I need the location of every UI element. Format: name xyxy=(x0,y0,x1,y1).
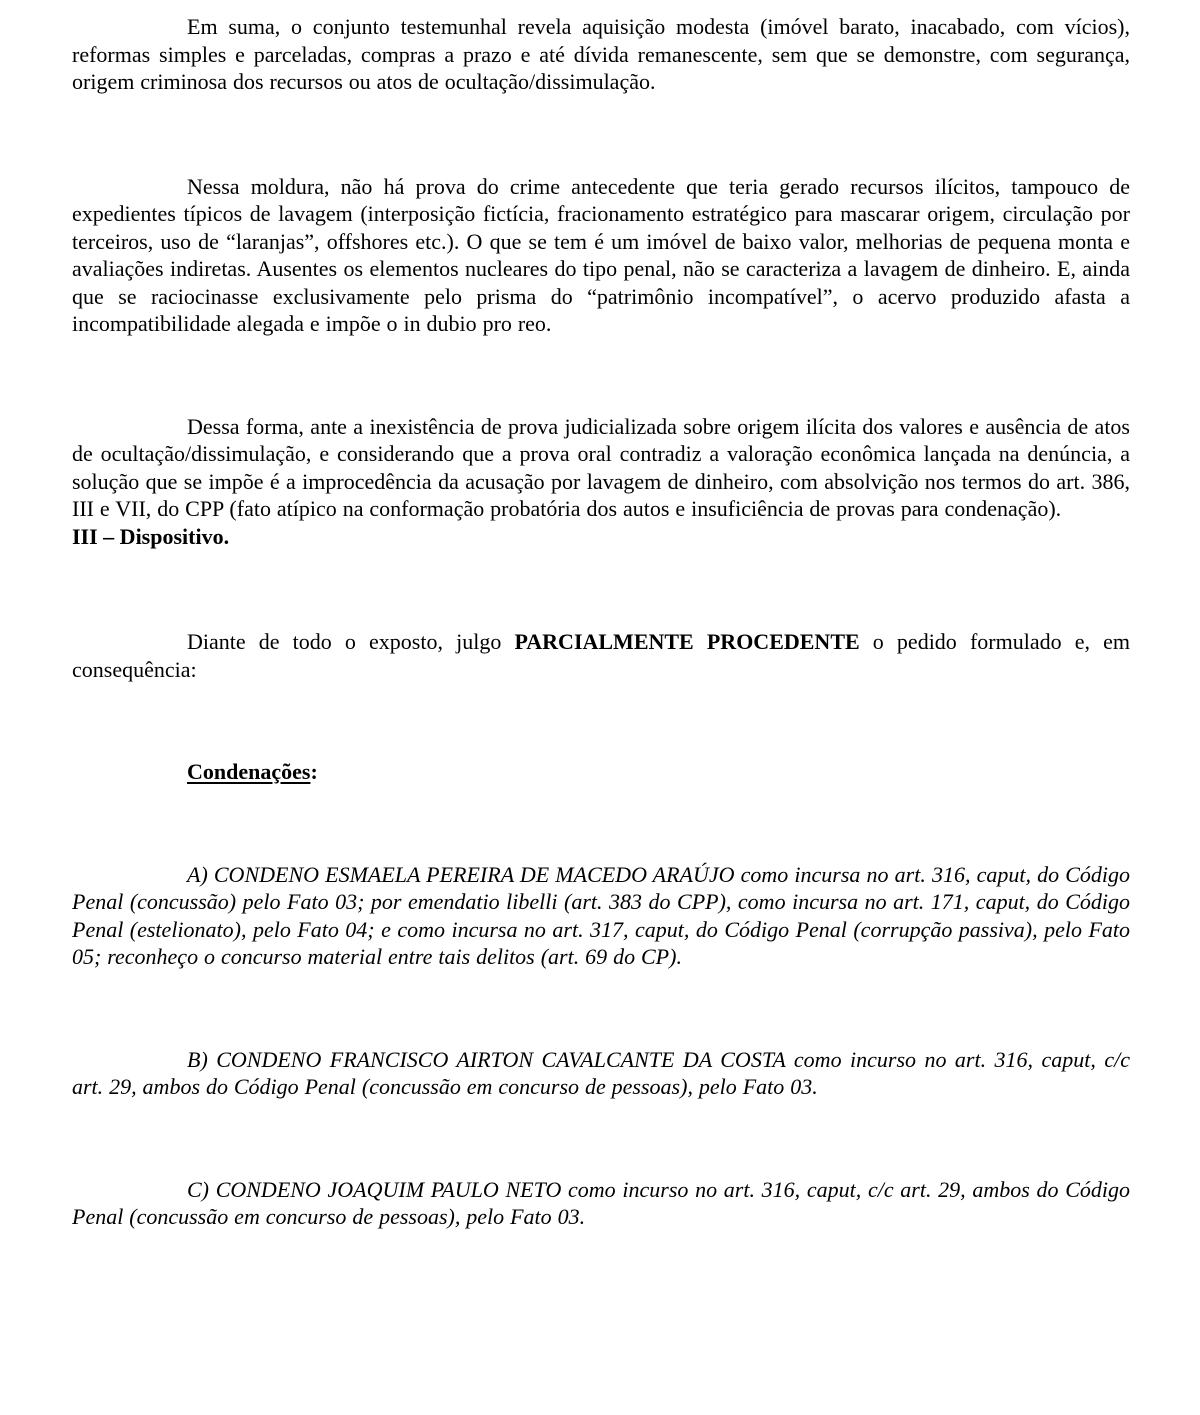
condenacoes-underlined-text: Condenações xyxy=(187,759,311,784)
paragraph-julgamento xyxy=(72,628,1130,683)
paragraph-dessa-forma: Dessa forma, ante a inexistência de prova judicializada sobre origem ilícita dos valores e ausência de atos de ocultação/dissimulação, e considerando que a prova oral contradiz a valoração econômica lançada na denúncia, a solução que se impõe é a improcedência da acusação por lavagem de dinheiro, com absolvição nos termos do art. 386, III e VII, do CPP (fato atípico na conformação probatória dos autos e insuficiência de provas para condenação). xyxy=(72,413,1130,521)
condenacoes-colon: : xyxy=(310,759,318,784)
julgamento-text-before: Diante de todo o exposto, julgo xyxy=(187,629,515,654)
conviction-paragraph-b: B) CONDENO FRANCISCO AIRTON CAVALCANTE DA COSTA como incurso no art. 316, caput, c/c art. 29, ambos do Código Penal (concussão em concurso de pessoas), pelo Fato 03. xyxy=(72,1046,1130,1099)
subheading-condenacoes xyxy=(72,758,1130,786)
section-heading-dispositivo: III – Dispositivo. xyxy=(72,523,230,549)
paragraph-nessa-moldura: Nessa moldura, não há prova do crime antecedente que teria gerado recursos ilícitos, tampouco de expedientes típicos de lavagem (interposição fictícia, fracionamento estratégico para mascarar origem, circulação por terceiros, uso de “laranjas”, offshores etc.). O que se tem é um imóvel de baixo valor, melhorias de pequena monta e avaliações indiretas. Ausentes os elementos nucleares do tipo penal, não se caracteriza a lavagem de dinheiro. E, ainda que se raciocinasse exclusivamente pelo prisma do “patrimônio incompatível”, o acervo produzido afasta a incompatibilidade alegada e impõe o in dubio pro reo. xyxy=(72,173,1130,336)
emphasis-parcialmente-procedente: PARCIALMENTE PROCEDENTE xyxy=(514,629,860,654)
julgamento-text-after: o pedido formulado e, em consequência: xyxy=(72,629,1130,682)
conviction-paragraph-a: A) CONDENO ESMAELA PEREIRA DE MACEDO ARAÚJO como incursa no art. 316, caput, do Código Penal (concussão) pelo Fato 03; por emendatio libelli (art. 383 do CPP), como incursa no art. 171, caput, do Código Penal (estelionato), pelo Fato 04; e como incursa no art. 317, caput, do Código Penal (corrupção passiva), pelo Fato 05; reconheço o concurso material entre tais delitos (art. 69 do CP). xyxy=(72,861,1130,969)
paragraph-em-suma: Em suma, o conjunto testemunhal revela aquisição modesta (imóvel barato, inacabado, com vícios), reformas simples e parceladas, compras a prazo e até dívida remanescente, sem que se demonstre, com segurança, origem criminosa dos recursos ou atos de ocultação/dissimulação. xyxy=(72,14,1130,94)
conviction-paragraph-c: C) CONDENO JOAQUIM PAULO NETO como incurso no art. 316, caput, c/c art. 29, ambos do Código Penal (concussão em concurso de pessoas), pelo Fato 03. xyxy=(72,1176,1130,1229)
